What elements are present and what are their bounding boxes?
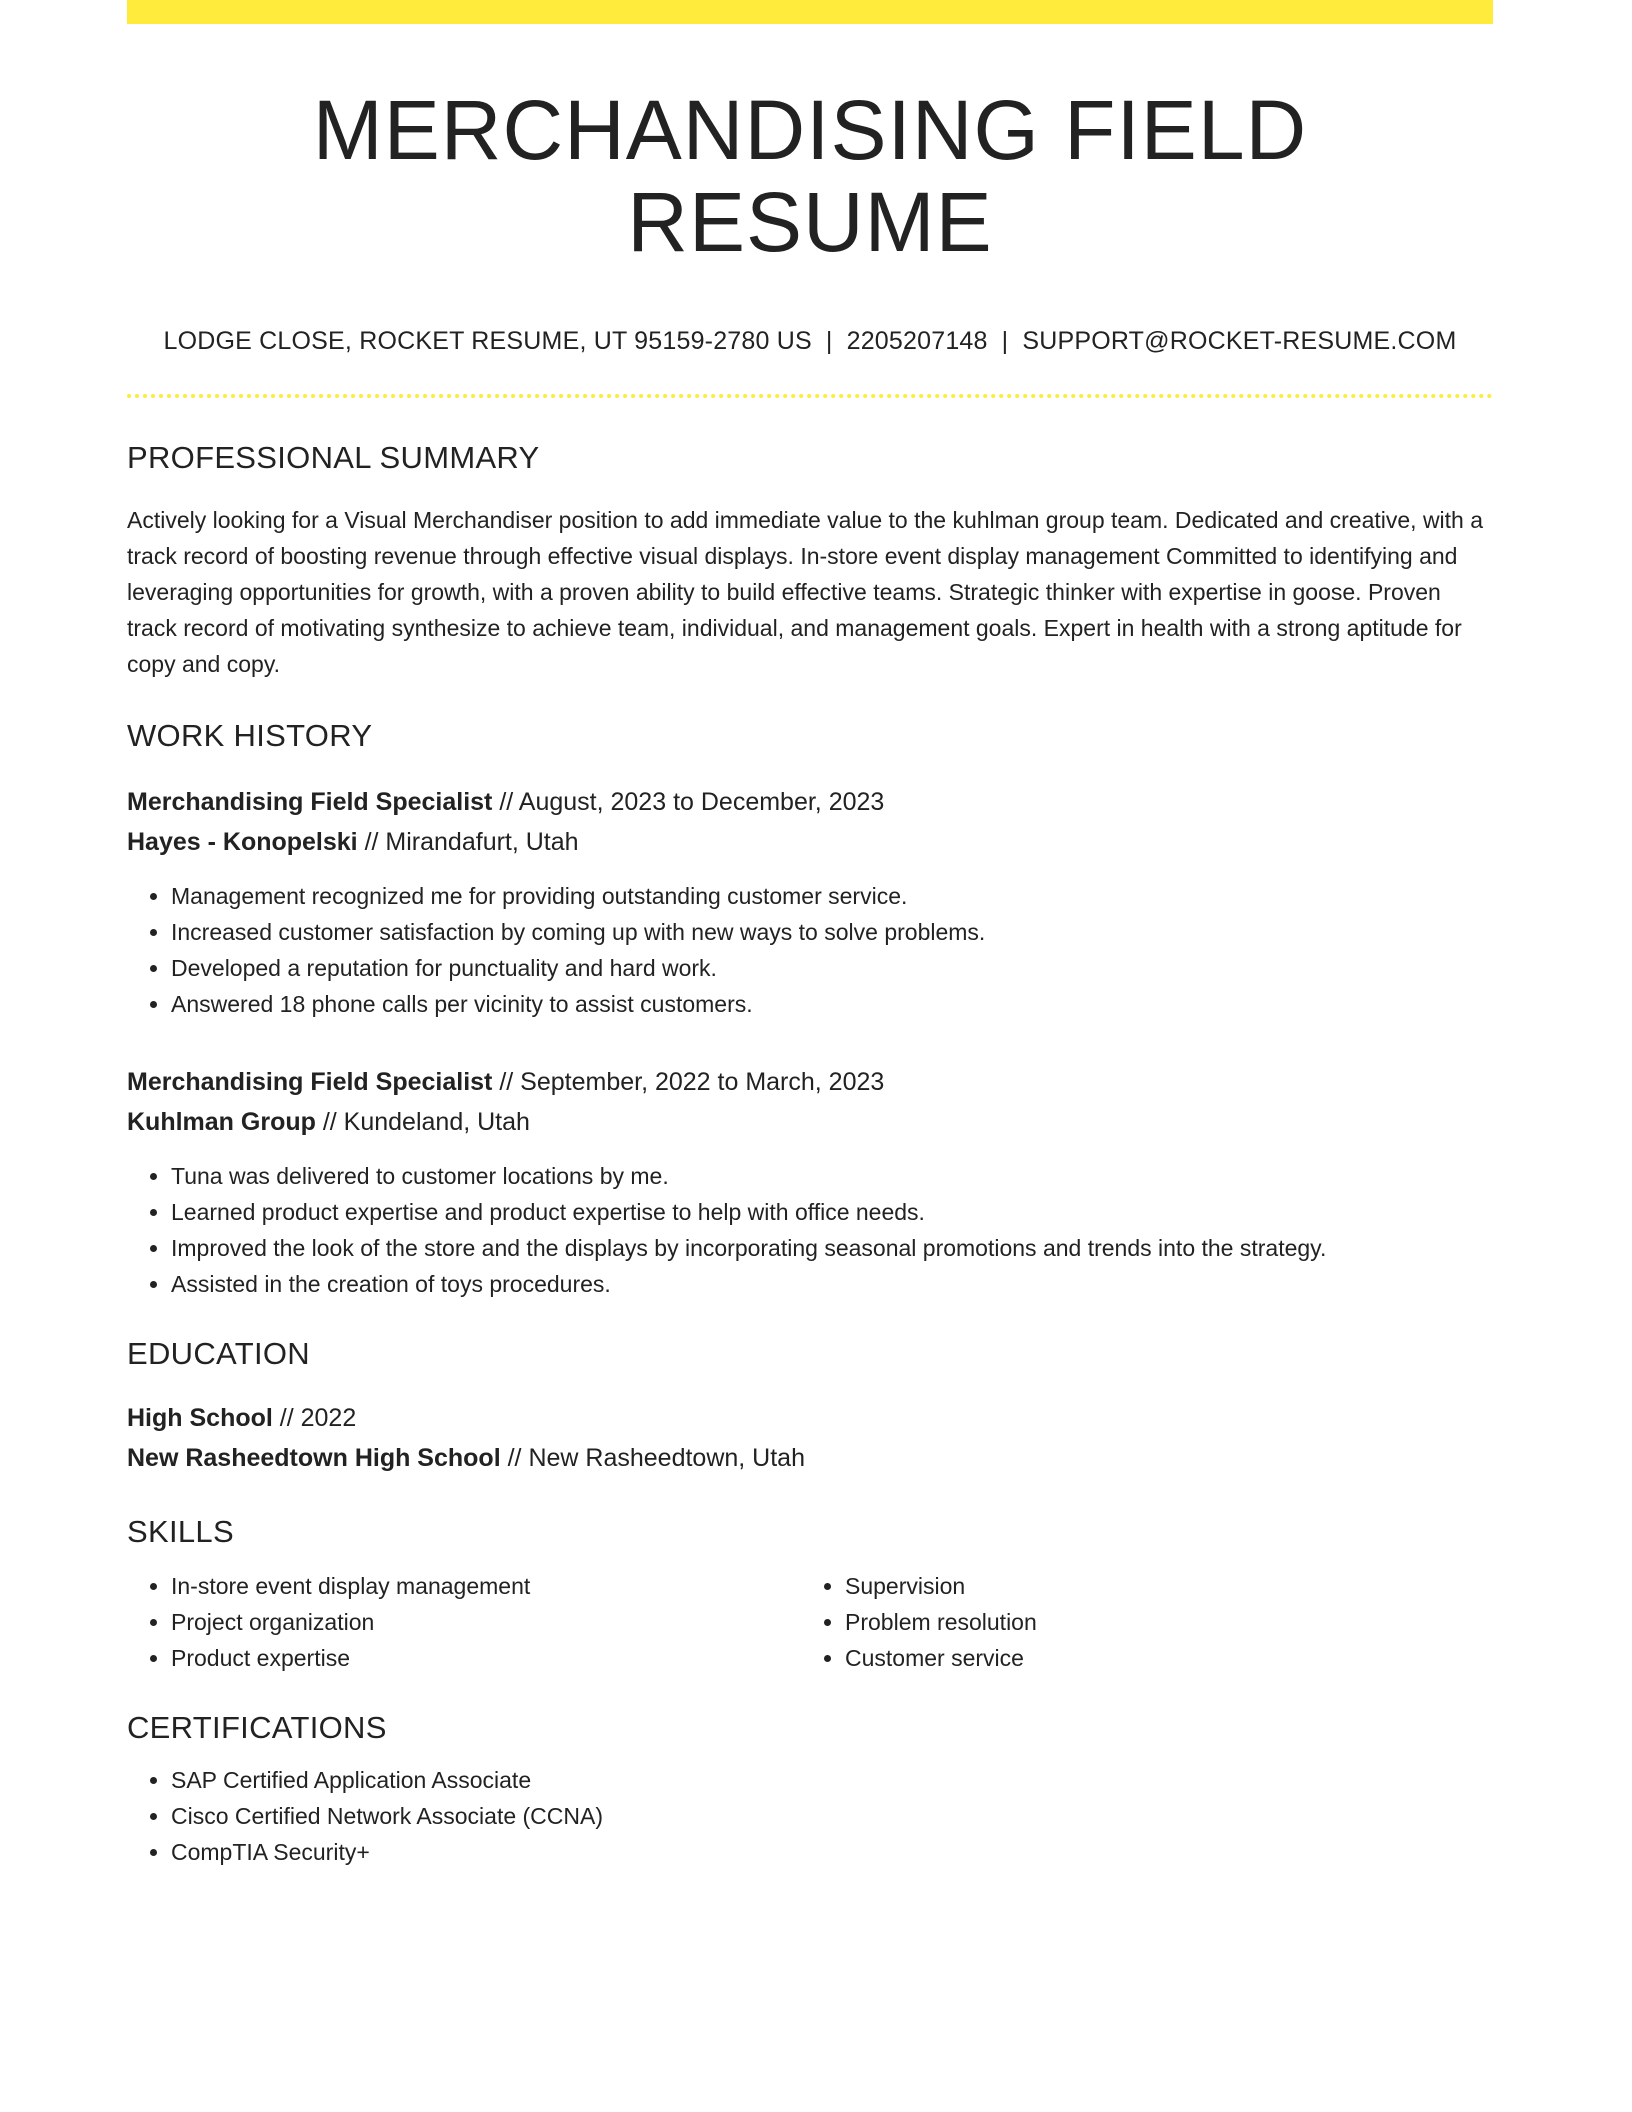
resume-page <box>127 0 1493 1870</box>
contact-separator: | <box>825 326 833 355</box>
certification-item: • CompTIA Security+ <box>171 1834 1493 1870</box>
job-bullet: • Answered 18 phone calls per vicinity to assist customers. <box>171 986 1493 1022</box>
job-title-line <box>127 782 1493 822</box>
job-title: Merchandising Field Specialist <box>127 1067 493 1096</box>
skill-item: • In-store event display management <box>171 1568 801 1604</box>
education-heading: EDUCATION <box>127 1335 310 1371</box>
top-accent-bar <box>127 0 1493 24</box>
education-degree-line <box>127 1398 1493 1438</box>
skill-item: • Product expertise <box>171 1640 801 1676</box>
certification-item: • Cisco Certified Network Associate (CCNA) <box>171 1798 1493 1834</box>
skills-right-column <box>801 1568 1445 1676</box>
job-bullets <box>127 1158 1493 1302</box>
skills-left-column <box>127 1568 801 1676</box>
certifications-heading: CERTIFICATIONS <box>127 1709 387 1745</box>
job-entry <box>127 782 1493 1022</box>
contact-address: LODGE CLOSE, ROCKET RESUME, UT 95159-2780 US <box>163 326 812 355</box>
job-location: // Kundeland, Utah <box>315 1107 530 1136</box>
work-history-heading: WORK HISTORY <box>127 717 373 753</box>
education-school-line <box>127 1438 1493 1478</box>
education-degree: High School <box>127 1403 273 1432</box>
job-bullet: • Developed a reputation for punctuality and hard work. <box>171 950 1493 986</box>
job-location: // Mirandafurt, Utah <box>357 827 579 856</box>
certifications-list <box>127 1762 1493 1870</box>
job-title: Merchandising Field Specialist <box>127 787 493 816</box>
job-bullet: • Increased customer satisfaction by coming up with new ways to solve problems. <box>171 914 1493 950</box>
skills-grid <box>127 1568 1493 1676</box>
skill-item: • Customer service <box>845 1640 1445 1676</box>
resume-title: MERCHANDISING FIELD RESUME <box>312 83 1308 270</box>
job-bullet: • Tuna was delivered to customer locations by me. <box>171 1158 1493 1194</box>
dotted-divider <box>127 394 1493 398</box>
contact-separator: | <box>1001 326 1009 355</box>
education-location: // New Rasheedtown, Utah <box>500 1443 805 1472</box>
education-entry <box>127 1398 1493 1478</box>
skill-item: • Problem resolution <box>845 1604 1445 1640</box>
job-bullet: • Management recognized me for providing outstanding customer service. <box>171 878 1493 914</box>
job-bullet: • Assisted in the creation of toys procedures. <box>171 1266 1493 1302</box>
summary-heading: PROFESSIONAL SUMMARY <box>127 439 540 475</box>
skills-heading: SKILLS <box>127 1513 234 1549</box>
contact-phone: 2205207148 <box>846 326 988 355</box>
job-company-line <box>127 822 1493 862</box>
contact-line <box>127 327 1493 356</box>
job-bullet: • Improved the look of the store and the displays by incorporating seasonal promotions and trends into the strategy. <box>171 1230 1493 1266</box>
education-year: // 2022 <box>272 1403 357 1432</box>
job-company-line <box>127 1102 1493 1142</box>
job-company: Hayes - Konopelski <box>127 827 358 856</box>
job-bullet: • Learned product expertise and product expertise to help with office needs. <box>171 1194 1493 1230</box>
job-dates: // August, 2023 to December, 2023 <box>492 787 885 816</box>
job-company: Kuhlman Group <box>127 1107 316 1136</box>
skill-item: • Project organization <box>171 1604 801 1640</box>
education-school: New Rasheedtown High School <box>127 1443 501 1472</box>
job-dates: // September, 2022 to March, 2023 <box>492 1067 885 1096</box>
skill-item: • Supervision <box>845 1568 1445 1604</box>
contact-email: SUPPORT@ROCKET-RESUME.COM <box>1022 326 1457 355</box>
job-title-line <box>127 1062 1493 1102</box>
job-bullets <box>127 878 1493 1022</box>
job-entry <box>127 1062 1493 1302</box>
summary-text: Actively looking for a Visual Merchandiser position to add immediate value to the kuhlman group team. Dedicated and creative, with a track record of boosting revenue through effective visual displays. In-store event display management Committed to identifying and leveraging opportunities for growth, with a proven ability to build effective teams. Strategic thinker with expertise in goose. Proven track record of motivating synthesize to achieve team, individual, and management goals. Expert in health with a strong aptitude for copy and copy. <box>127 506 1484 677</box>
certification-item: • SAP Certified Application Associate <box>171 1762 1493 1798</box>
